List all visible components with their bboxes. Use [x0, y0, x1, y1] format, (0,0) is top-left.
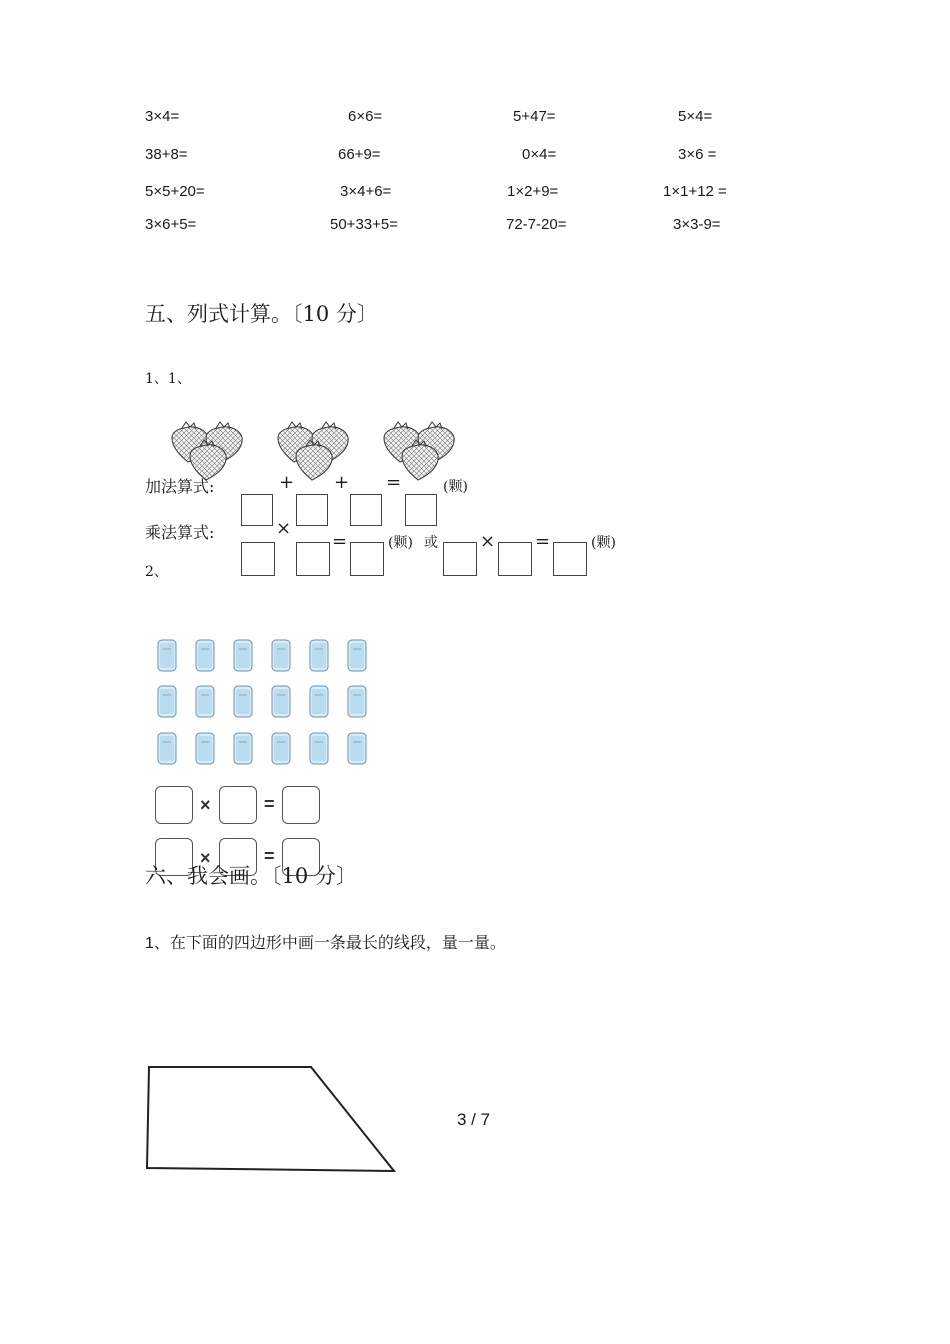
cup-icon — [157, 684, 177, 718]
cup-icon — [157, 731, 177, 765]
cup-icon — [347, 638, 367, 672]
cup-icon — [309, 638, 329, 672]
section5-title: 五、列式计算。〔10 分〕 — [145, 302, 378, 326]
cup-icon — [347, 731, 367, 765]
calc-item: 3×3-9= — [673, 216, 721, 233]
unit-label: (颗) — [388, 535, 413, 551]
cup-icon — [195, 638, 215, 672]
cup-icon — [271, 684, 291, 718]
q1-label: 1、1、 — [145, 371, 191, 387]
calc-item: 72-7-20= — [506, 216, 567, 233]
equals-sign: = — [332, 531, 348, 552]
calc-item: 50+33+5= — [330, 216, 398, 233]
equals-sign: = — [386, 472, 402, 493]
calc-item: 5×4= — [678, 108, 713, 125]
equals-sign: = — [535, 531, 551, 552]
quadrilateral-shape — [140, 1060, 405, 1180]
answer-box[interactable] — [350, 494, 382, 526]
cup-icon — [195, 684, 215, 718]
answer-box[interactable] — [155, 786, 193, 824]
answer-box[interactable] — [296, 542, 330, 576]
answer-box[interactable] — [241, 494, 273, 526]
answer-box[interactable] — [443, 542, 477, 576]
unit-label: (颗) — [591, 535, 616, 551]
answer-box[interactable] — [219, 786, 257, 824]
calc-item: 5×5+20= — [145, 183, 205, 200]
calc-item: 1×1+12 = — [663, 183, 727, 200]
answer-box[interactable] — [350, 542, 384, 576]
times-sign: × — [480, 531, 496, 552]
calc-item: 1×2+9= — [507, 183, 559, 200]
calc-item: 5+47= — [513, 108, 556, 125]
calc-item: 66+9= — [338, 146, 381, 163]
cup-icon — [233, 638, 253, 672]
answer-box[interactable] — [405, 494, 437, 526]
page-number: 3 / 7 — [457, 1110, 491, 1129]
calc-item: 3×4+6= — [340, 183, 392, 200]
cup-icon — [157, 638, 177, 672]
or-label: 或 — [424, 535, 438, 551]
times-sign: × — [276, 518, 292, 539]
calc-item: 38+8= — [145, 146, 188, 163]
answer-box[interactable] — [498, 542, 532, 576]
unit-label: (颗) — [443, 479, 468, 495]
calc-item: 0×4= — [522, 146, 557, 163]
q2-label: 2、 — [145, 564, 168, 580]
strawberry-cluster-1 — [172, 422, 242, 480]
answer-box[interactable] — [296, 494, 328, 526]
calc-item: 3×4= — [145, 108, 180, 125]
answer-box[interactable] — [241, 542, 275, 576]
answer-box[interactable] — [282, 786, 320, 824]
calc-item: 3×6+5= — [145, 216, 197, 233]
times-sign: × — [200, 795, 211, 815]
cup-icon — [347, 684, 367, 718]
plus-sign: + — [334, 472, 350, 493]
cup-icon — [233, 684, 253, 718]
equals-sign: = — [264, 846, 275, 866]
cup-icon — [271, 638, 291, 672]
cup-icon — [309, 731, 329, 765]
plus-sign: + — [279, 472, 295, 493]
addition-label: 加法算式: — [145, 477, 215, 496]
answer-box[interactable] — [553, 542, 587, 576]
cup-icon — [233, 731, 253, 765]
times-sign: × — [200, 848, 211, 868]
cup-icon — [271, 731, 291, 765]
section6-title: 六、我会画。〔10 分〕 — [145, 864, 357, 888]
calc-item: 3×6 = — [678, 146, 717, 163]
multiplication-label: 乘法算式: — [145, 523, 215, 542]
cup-icon — [309, 684, 329, 718]
equals-sign: = — [264, 794, 275, 814]
calc-item: 6×6= — [348, 108, 383, 125]
cup-icon — [195, 731, 215, 765]
section6-q1-text: 1、在下面的四边形中画一条最长的线段，量一量。 — [145, 935, 506, 952]
